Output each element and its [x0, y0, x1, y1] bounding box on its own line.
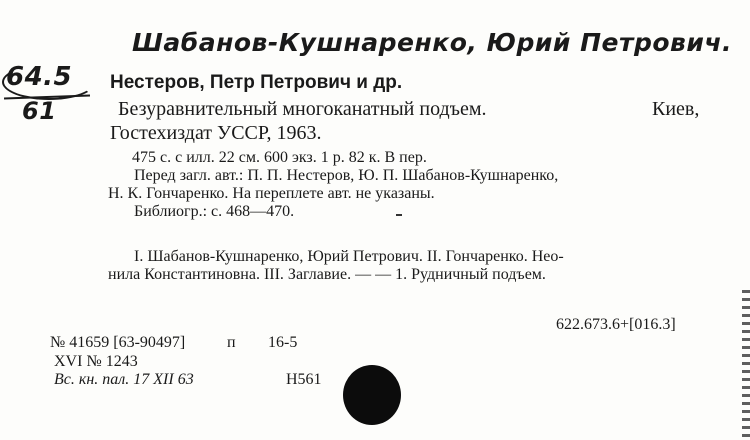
inventory-number: № 41659 [63-90497] [50, 334, 186, 351]
tracing-line-2: нила Константиновна. III. Заглавие. — — 1. Рудничный подъем. [108, 266, 546, 283]
physical-description: 475 с. с илл. 22 см. 600 экз. 1 р. 82 к. В пер. [132, 149, 427, 166]
handwritten-author: Шабанов-Кушнаренко, Юрий Петрович. [132, 28, 733, 57]
register-code: Н561 [286, 371, 322, 388]
tracing-line-1: I. Шабанов-Кушнаренко, Юрий Петрович. II. Гончаренко. Нео- [134, 248, 564, 265]
imprint: Гостехиздат УССР, 1963. [110, 122, 322, 144]
authors-note-line-1: Перед загл. авт.: П. П. Нестеров, Ю. П. Шабанов-Кушнаренко, [134, 167, 559, 184]
book-chamber-register: Вс. кн. пал. 17 XII 63 [54, 371, 194, 388]
inventory-code: 16-5 [268, 334, 298, 351]
call-number-upper: 64.5 [6, 62, 73, 92]
authors-note-line-2: Н. К. Гончаренко. На переплете авт. не указаны. [108, 185, 435, 202]
author-heading: Нестеров, Петр Петрович и др. [110, 72, 403, 93]
series-number: XVI № 1243 [54, 353, 138, 370]
stray-mark [396, 214, 402, 216]
book-title: Безуравнительный многоканатный подъем. [118, 98, 487, 120]
card-edge [742, 290, 750, 440]
udc-classification: 622.673.6+[016.3] [556, 316, 676, 333]
publication-place: Киев, [652, 98, 700, 120]
bibliography-note: Библиогр.: с. 468—470. [134, 203, 295, 220]
call-number-lower: 61 [22, 97, 57, 125]
inventory-mark: п [227, 334, 236, 351]
punch-hole [343, 365, 401, 425]
